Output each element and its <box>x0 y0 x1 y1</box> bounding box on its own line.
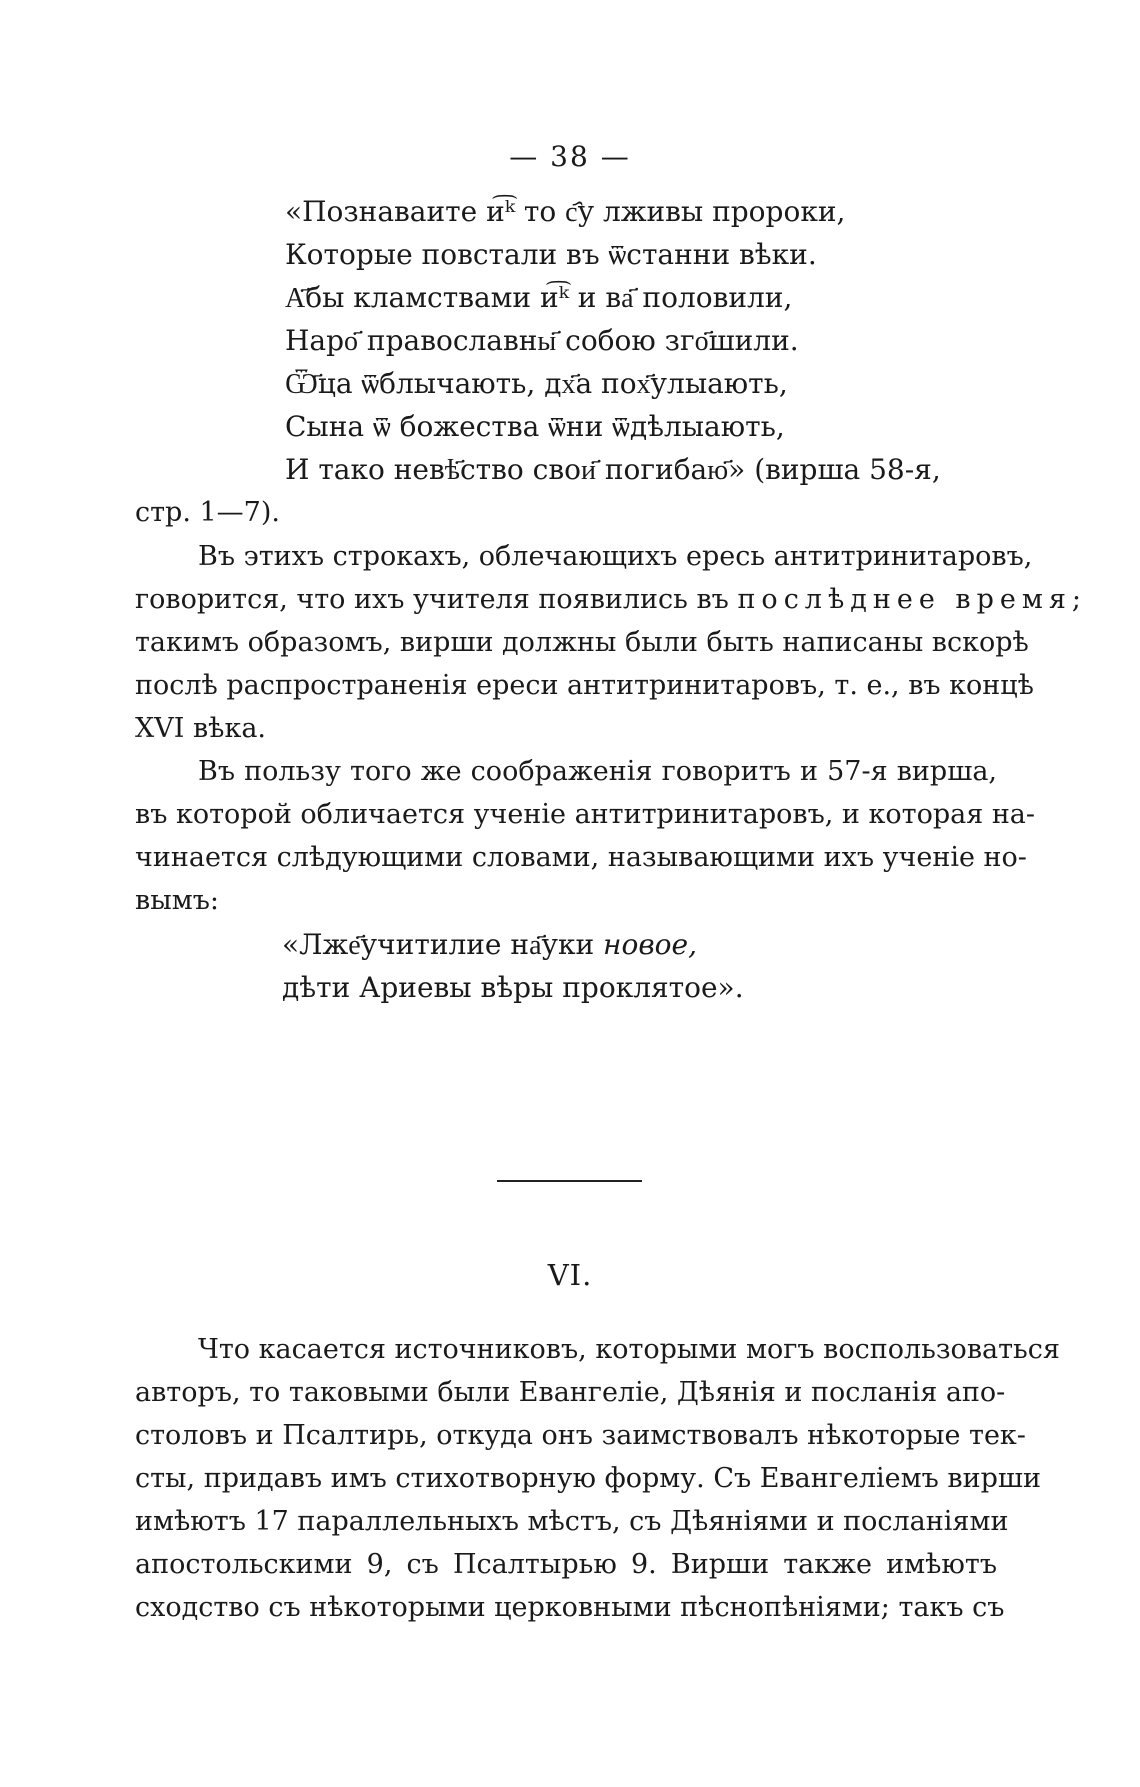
paragraph-line <box>135 584 1087 615</box>
paragraph-line: авторъ, то таковыми были Евангеліе, Дѣянія и посланія апо- <box>135 1377 1006 1408</box>
paragraph-line: имѣютъ 17 параллельныхъ мѣстъ, съ Дѣяніями и посланіями <box>135 1506 1009 1537</box>
paragraph-line: сты, придавъ имъ стихотворную форму. Съ Евангеліемъ вирши <box>135 1463 1041 1494</box>
quote-line <box>282 930 697 960</box>
verse-citation: стр. 1—7). <box>135 497 280 528</box>
paragraph-line: сходство съ нѣкоторыми церковными пѣснопѣніями; такъ съ <box>135 1592 1005 1623</box>
quote-text: «Лже҃учитилие на҃уки <box>282 928 595 961</box>
paragraph-line: апостольскими 9, съ Псалтырью 9. Вирши также имѣютъ <box>135 1549 997 1580</box>
quote-italic-word: новое, <box>603 928 697 961</box>
paragraph-line: столовъ и Псалтирь, откуда онъ заимствовалъ нѣкоторые тек- <box>135 1420 1026 1451</box>
paragraph-line: чинается слѣдующими словами, называющими ихъ ученіе но- <box>135 842 1027 873</box>
quote-line: дѣти Ариевы вѣры проклятое». <box>282 971 744 1004</box>
verse-line: А҃бы кламствами и͡ᵏ и ва҃ половили, <box>285 281 793 314</box>
section-heading: VI. <box>547 1258 593 1292</box>
paragraph-line: Въ пользу того же соображенія говоритъ и 57-я вирша, <box>198 756 997 787</box>
verse-line: Наро҃ православны҃ собою зго҃шили. <box>285 324 799 357</box>
section-divider <box>497 1180 642 1182</box>
page-number: — 38 — <box>509 140 631 173</box>
paragraph-line: въ которой обличается ученіе антитринитаровъ, и которая на- <box>135 799 1036 830</box>
verse-line: Ѿ҃ца ѿблычають, дх҃а пох҃улыають, <box>285 367 788 400</box>
paragraph-line: такимъ образомъ, вирши должны были быть написаны вскорѣ <box>135 627 1029 658</box>
paragraph-line: XVI вѣка. <box>135 713 267 744</box>
verse-line: Которые повстали въ ѿстанни вѣки. <box>285 238 817 271</box>
paragraph-line: Въ этихъ строкахъ, облечающихъ ересь антитринитаровъ, <box>198 541 1033 572</box>
emphasized-phrase: послѣднее время; <box>737 584 1087 615</box>
verse-line: И тако невѣ҃ство свои҃ погибаю҃» (вирша 58-я, <box>285 453 941 486</box>
paragraph-text: говорится, что ихъ учителя появились въ <box>135 584 729 615</box>
verse-line: «Познаваите и͡ᵏ то с҄у лживы пророки, <box>285 195 846 228</box>
paragraph-line: вымъ: <box>135 885 219 916</box>
paragraph-line: Что касается источниковъ, которыми могъ воспользоваться <box>198 1334 1060 1365</box>
verse-line: Сына ѿ божества ѿни ѿдѣлыають, <box>285 410 785 443</box>
paragraph-line: послѣ распространенія ереси антитринитаровъ, т. е., въ концѣ <box>135 670 1034 701</box>
